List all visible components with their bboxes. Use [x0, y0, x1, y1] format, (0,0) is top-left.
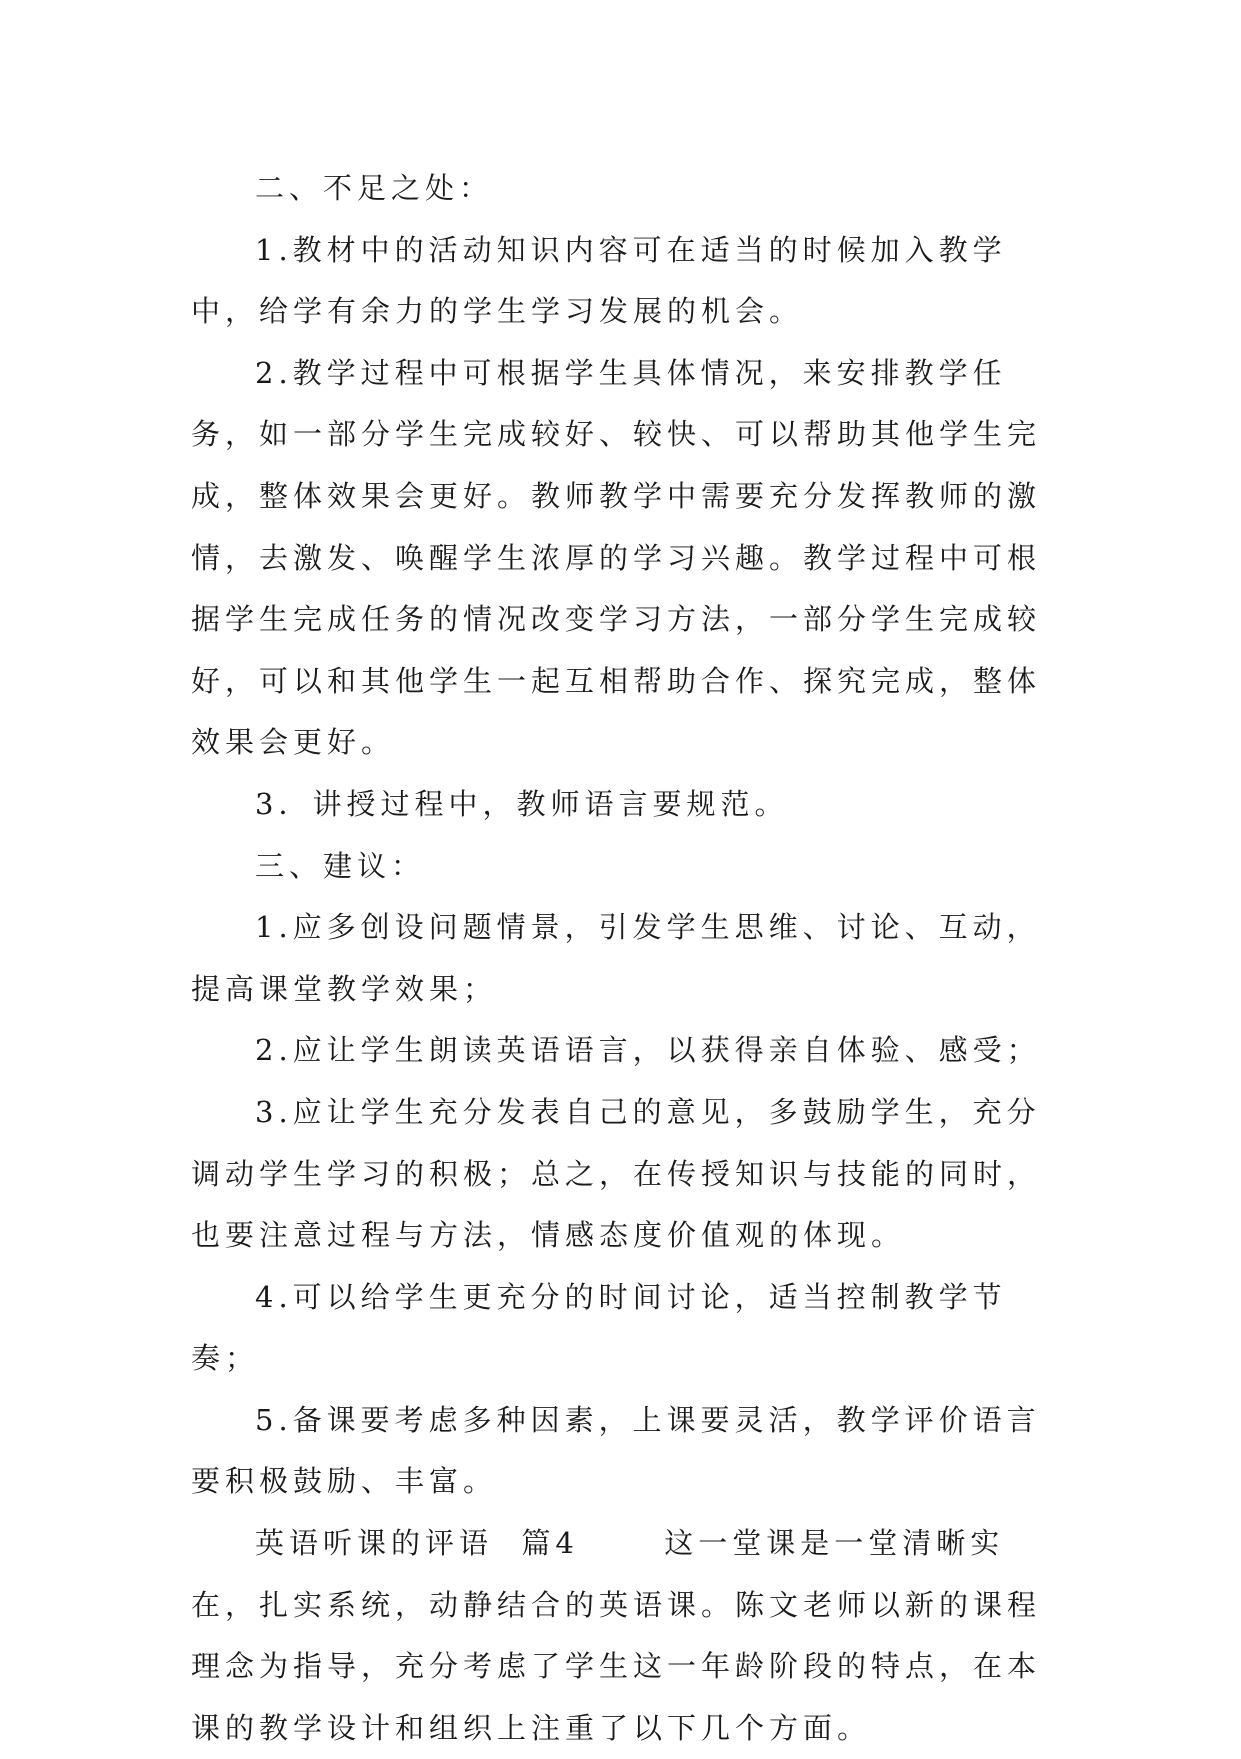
paragraph-suggestion-2: 2.应让学生朗读英语语言，以获得亲自体验、感受； — [255, 1033, 1041, 1068]
paragraph-suggestion-4: 4.可以给学生更充分的时间讨论，适当控制教学节奏； — [191, 1279, 1007, 1376]
paragraph-suggestion-5: 5.备课要考虑多种因素，上课要灵活，教学评价语言要积极鼓励、丰富。 — [191, 1402, 1041, 1499]
paragraph-shortcoming-3: 3．讲授过程中，教师语言要规范。 — [255, 786, 789, 821]
paragraph-shortcoming-1: 1.教材中的活动知识内容可在适当的时候加入教学中，给学有余力的学生学习发展的机会。 — [191, 232, 1007, 329]
section-heading-suggestions: 三、建议： — [255, 848, 426, 883]
document-body — [191, 158, 1071, 1759]
paragraph-review-4: 英语听课的评语 篇4 这一堂课是一堂清晰实在，扎实系统，动静结合的英语课。陈文老师以新的课程理念为指导，充分考虑了学生这一年龄阶段的特点，在本课的教学设计和组织上注重了以下几个方面。 — [191, 1526, 1042, 1745]
paragraph-suggestion-1: 1.应多创设问题情景，引发学生思维、讨论、互动，提高课堂教学效果； — [191, 910, 1041, 1006]
paragraph-shortcoming-2: 2.教学过程中可根据学生具体情况，来安排教学任务，如一部分学生完成较好、较快、可以帮助其他学生完成，整体效果会更好。教师教学中需要充分发挥教师的激情，去激发、唤醒学生浓厚的学习兴趣。教学过程中可根据学生完成任务的情况改变学习方法，一部分学生完成较好，可以和其他学生一起互相帮助合作、探究完成，整体效果会更好。 — [191, 355, 1042, 760]
section-heading-shortcomings: 二、不足之处： — [255, 171, 494, 205]
paragraph-suggestion-3: 3.应让学生充分发表自己的意见，多鼓励学生，充分调动学生学习的积极；总之，在传授知识与技能的同时，也要注意过程与方法，情感态度价值观的体现。 — [191, 1094, 1042, 1253]
